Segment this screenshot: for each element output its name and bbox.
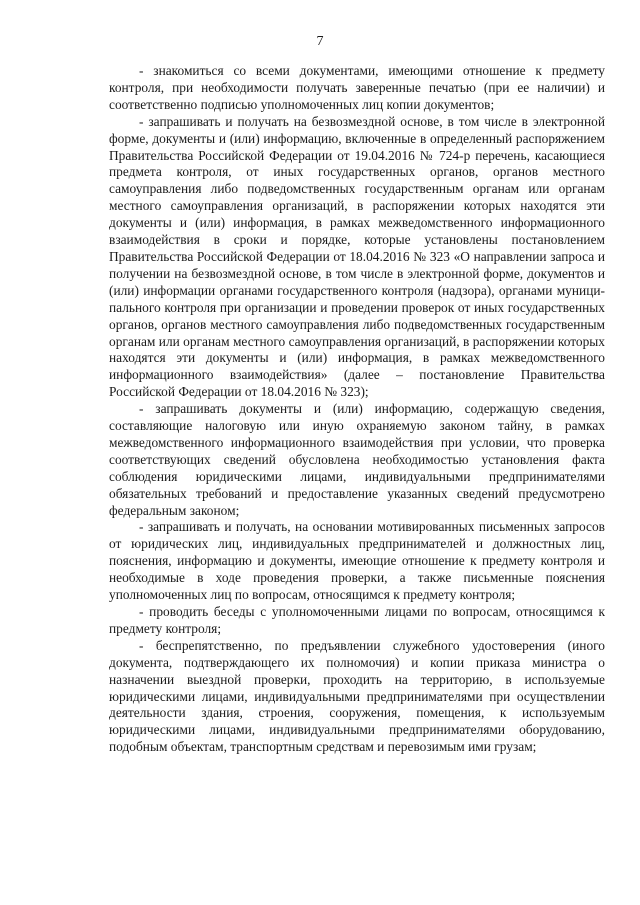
paragraph-conduct-conversations: - проводить беседы с уполномоченными лицами по вопросам, относящимся к предмету контроля; bbox=[109, 604, 605, 636]
paragraph-request-explanations: - запрашивать и получать, на основании мотивированных письменных запросов от юридических лиц, индивидуальных предпринимателей и должностных лиц, пояснения, информацию и документы, имеющие отношение к предмету контроля и необходимые в ходе проведения проверки, а также письменные пояснения уполномоченных лиц по вопросам, относящимся к предмету контроля; bbox=[109, 519, 605, 603]
page-number: 7 bbox=[316, 34, 324, 49]
paragraph-request-secret-information: - запрашивать документы и (или) информацию, содержащую сведения, составляющие налоговую или иную охраняемую законом тайну, в рамках межведомственного информационного взаимодействия при условии, что проверка соответствующих сведений обусловлена необходимостью установления факта соблюдения юридическими лицами, индивидуальными предпринимателями обязательных требований и предоставление указанных сведений предусмотрено федеральным законом; bbox=[109, 401, 605, 518]
paragraph-access-territory: - беспрепятственно, по предъявлении служебного удостоверения (иного документа, подтверждающего их полномочия) и копии приказа министра о назначении выездной проверки, проходить на территорию, в используемые юридическими лицами, индивидуальными предпринимателями при осуществлении деятельности здания, строения, сооружения, помещения, к используемым юридическими лицами, индивидуальными предпринимателями оборудованию, подобным объектам, транспортным средствам и перевозимым ими грузам; bbox=[109, 637, 605, 755]
paragraph-request-free-information: - запрашивать и получать на безвозмездной основе, в том числе в электронной форме, документы и (или) информацию, включенные в определенный распоряжением Правительства Российской Федерации от 19.04.2016 № 724-р перечень, касающиеся предмета контроля, от иных государственных органов, органов местного самоуправления либо подведомственных государственным органам или органам местного самоуправления организаций, в распоряжении которых находятся эти документы и (или) информация, в рамках межведомственного информационного взаимодействия в сроки и порядке, которые установлены постановлением Правительства Российской Федерации от 18.04.2016 № 323 «О направлении запроса и получении на безвозмездной основе, в том числе в электронной форме, документов и (или) информации органами государственного контроля (надзора), органами муниципального контроля при организации и проведении проверок от иных государственных органов, органов местного самоуправления либо подведомственных государственным органам или органам местного самоуправления организаций, в распоряжении которых находятся эти документы и (или) информация, в рамках межведомственного информационного взаимодействия» (далее – постановление Правительства Российской Федерации от 18.04.2016 № 323); bbox=[109, 113, 605, 400]
paragraph-familiarize-documents: - знакомиться со всеми документами, имеющими отношение к предмету контроля, при необходимости получать заверенные печатью (при ее наличии) и соответственно подписью уполномоченных лиц копии документов; bbox=[109, 63, 605, 112]
document-body bbox=[109, 63, 605, 756]
